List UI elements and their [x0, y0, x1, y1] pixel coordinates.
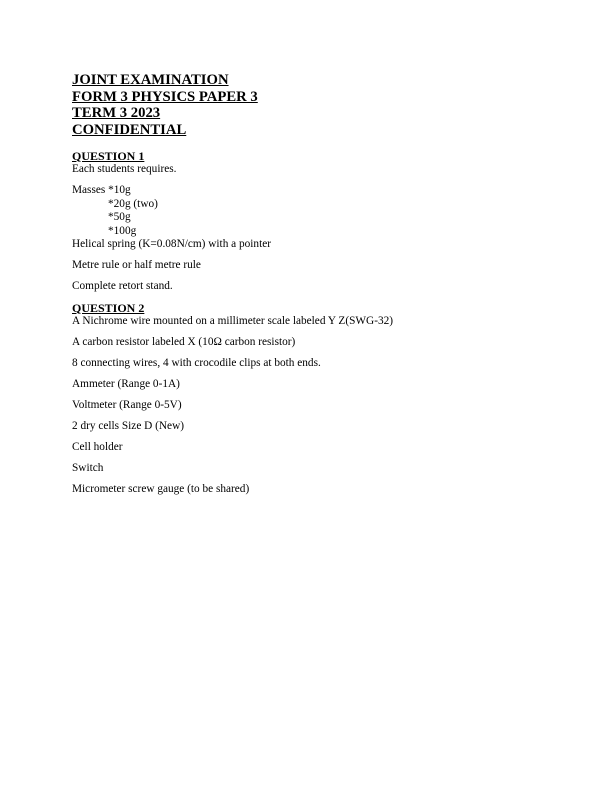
- question-1-title: QUESTION 1: [72, 149, 145, 163]
- apparatus-item: 2 dry cells Size D (New): [72, 420, 184, 432]
- apparatus-item: Metre rule or half metre rule: [72, 259, 201, 271]
- masses-first-line: Masses *10g: [72, 184, 131, 196]
- heading-term: TERM 3 2023: [72, 105, 161, 121]
- heading-subject: FORM 3 PHYSICS PAPER 3: [72, 88, 258, 105]
- masses-list: [72, 184, 552, 238]
- apparatus-item: Helical spring (K=0.08N/cm) with a pointer: [72, 238, 271, 250]
- question-1-intro: Each students requires.: [72, 163, 177, 175]
- mass-item: *50g: [108, 211, 131, 223]
- apparatus-item: A Nichrome wire mounted on a millimeter scale labeled Y Z(SWG-32): [72, 315, 394, 327]
- apparatus-item: Voltmeter (Range 0-5V): [72, 399, 182, 411]
- apparatus-item: Cell holder: [72, 441, 123, 453]
- document-page: [72, 72, 552, 504]
- apparatus-item: Micrometer screw gauge (to be shared): [72, 483, 250, 495]
- question-1-section: [72, 149, 552, 294]
- apparatus-item: Complete retort stand.: [72, 280, 173, 292]
- question-2-section: [72, 301, 552, 497]
- apparatus-item: Switch: [72, 462, 104, 474]
- apparatus-item: 8 connecting wires, 4 with crocodile clips at both ends.: [72, 357, 321, 369]
- heading-confidential: CONFIDENTIAL: [72, 121, 187, 138]
- mass-item: *100g: [108, 224, 137, 237]
- heading-exam-title: JOINT EXAMINATION: [72, 72, 229, 88]
- apparatus-item: A carbon resistor labeled X (10Ω carbon resistor): [72, 336, 296, 348]
- mass-item: *20g (two): [108, 197, 158, 210]
- question-2-title: QUESTION 2: [72, 301, 145, 315]
- document-heading: [72, 72, 552, 138]
- apparatus-item: Ammeter (Range 0-1A): [72, 378, 180, 390]
